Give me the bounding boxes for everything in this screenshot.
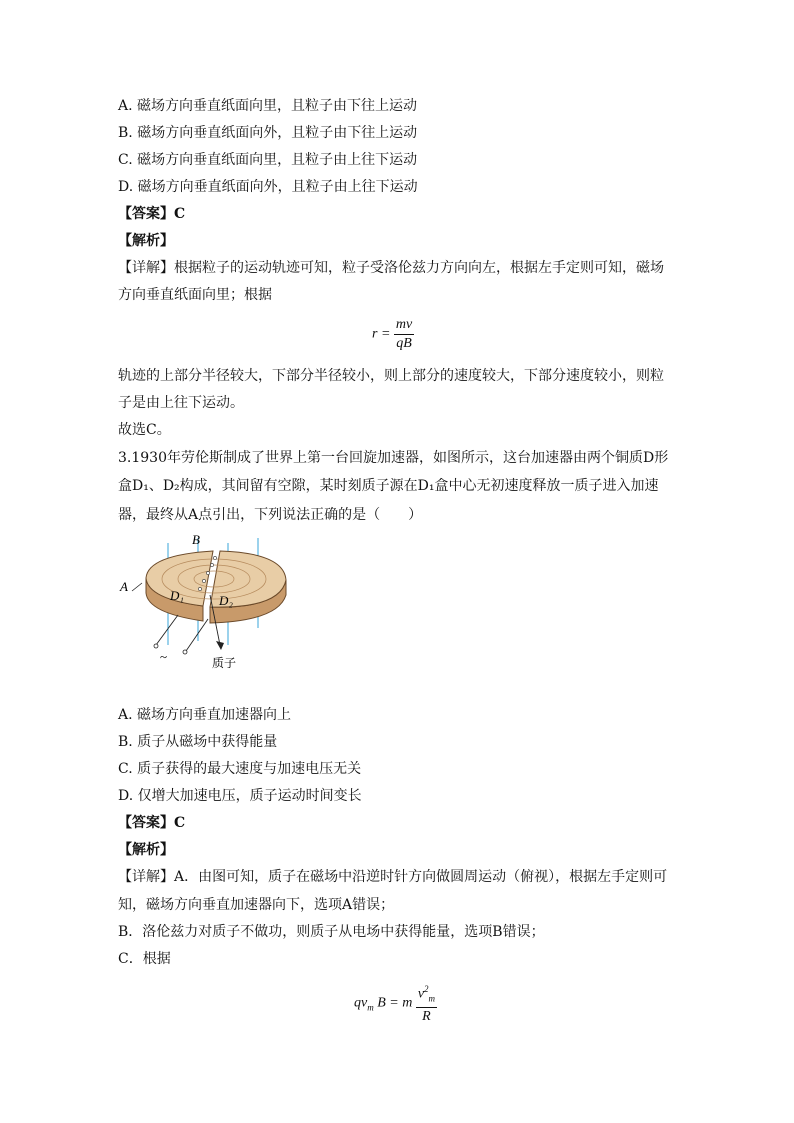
q3-formula xyxy=(354,980,437,1026)
formula-numerator-sup: 2 xyxy=(424,984,429,994)
formula-denominator: R xyxy=(422,1009,431,1025)
proton-arrow-head xyxy=(216,641,224,650)
q2-detail-line2: 方向垂直纸面向里；根据 xyxy=(118,287,272,303)
formula-mid: B = m xyxy=(377,995,413,1011)
gap-particle xyxy=(202,579,205,582)
formula-numerator-var: v xyxy=(417,986,425,1002)
formula-lhs: r = xyxy=(372,326,391,342)
label-proton: 质子 xyxy=(212,656,237,670)
formula-numerator xyxy=(416,980,437,1008)
formula-numerator-sub: m xyxy=(428,993,436,1004)
q2-option-d: D. 磁场方向垂直纸面向外，且粒子由上往下运动 xyxy=(118,179,418,195)
label-a: A xyxy=(120,579,128,594)
formula-lhs-subscript: m xyxy=(367,1002,374,1013)
q3-analysis-label: 【解析】 xyxy=(118,842,174,858)
gap-particle xyxy=(198,587,201,590)
label-d2: D₂ xyxy=(219,593,233,608)
q2-formula xyxy=(372,316,414,353)
q3-detail-line2: 知，磁场方向垂直加速器向下，选项A错误； xyxy=(118,897,395,913)
cyclotron-figure xyxy=(118,533,298,673)
formula-fraction xyxy=(416,980,437,1026)
q2-detail-line1: 【详解】根据粒子的运动轨迹可知，粒子受洛伦兹力方向向左，根据左手定则可知，磁场 xyxy=(118,260,664,276)
q3-option-a: A. 磁场方向垂直加速器向上 xyxy=(118,707,292,723)
label-b: B xyxy=(192,533,200,547)
formula-denominator: qB xyxy=(396,336,412,351)
gap-particle xyxy=(213,556,216,559)
label-ac-source: ~ xyxy=(160,649,168,664)
q3-detail-line1: 【详解】A．由图可知，质子在磁场中沿逆时针方向做圆周运动（俯视），根据左手定则可 xyxy=(118,869,668,885)
q3-detail-line4: C．根据 xyxy=(118,951,171,967)
q2-option-c: C. 磁场方向垂直纸面向里，且粒子由上往下运动 xyxy=(118,152,418,168)
gap-particle xyxy=(210,563,213,566)
a-pointer xyxy=(132,583,142,591)
gap-particle xyxy=(206,571,209,574)
terminal xyxy=(154,644,158,648)
q2-conclusion: 故选C。 xyxy=(118,422,171,438)
q3-detail-line3: B．洛伦兹力对质子不做功，则质子从电场中获得能量，选项B错误； xyxy=(118,924,545,940)
q2-option-a: A. 磁场方向垂直纸面向里，且粒子由下往上运动 xyxy=(118,98,418,114)
q3-stem-line2: 盒D₁、D₂构成，其间留有空隙，某时刻质子源在D₁盒中心无初速度释放一质子进入加速 xyxy=(118,478,659,494)
q2-after-line2: 子是由上往下运动。 xyxy=(118,395,244,411)
label-d1: D₁ xyxy=(170,588,184,603)
q3-answer: 【答案】C xyxy=(118,815,186,831)
q3-stem-line3: 器，最终从A点引出，下列说法正确的是（ ） xyxy=(118,507,423,523)
q2-answer: 【答案】C xyxy=(118,206,186,222)
terminal xyxy=(183,650,187,654)
q2-analysis-label: 【解析】 xyxy=(118,233,174,249)
formula-numerator: mv xyxy=(394,316,414,335)
q3-option-b: B. 质子从磁场中获得能量 xyxy=(118,734,278,750)
formula-lhs: qv xyxy=(354,995,368,1011)
formula-fraction xyxy=(394,316,414,353)
q2-after-line1: 轨迹的上部分半径较大，下部分半径较小，则上部分的速度较大，下部分速度较小，则粒 xyxy=(118,368,664,384)
q2-option-b: B. 磁场方向垂直纸面向外，且粒子由下往上运动 xyxy=(118,125,418,141)
q3-option-c: C. 质子获得的最大速度与加速电压无关 xyxy=(118,761,362,777)
q3-stem-line1: 3.1930年劳伦斯制成了世界上第一台回旋加速器，如图所示，这台加速器由两个铜质D形 xyxy=(118,450,669,466)
wire xyxy=(186,619,208,651)
q3-option-d: D. 仅增大加速电压，质子运动时间变长 xyxy=(118,788,362,804)
wire xyxy=(156,615,178,645)
